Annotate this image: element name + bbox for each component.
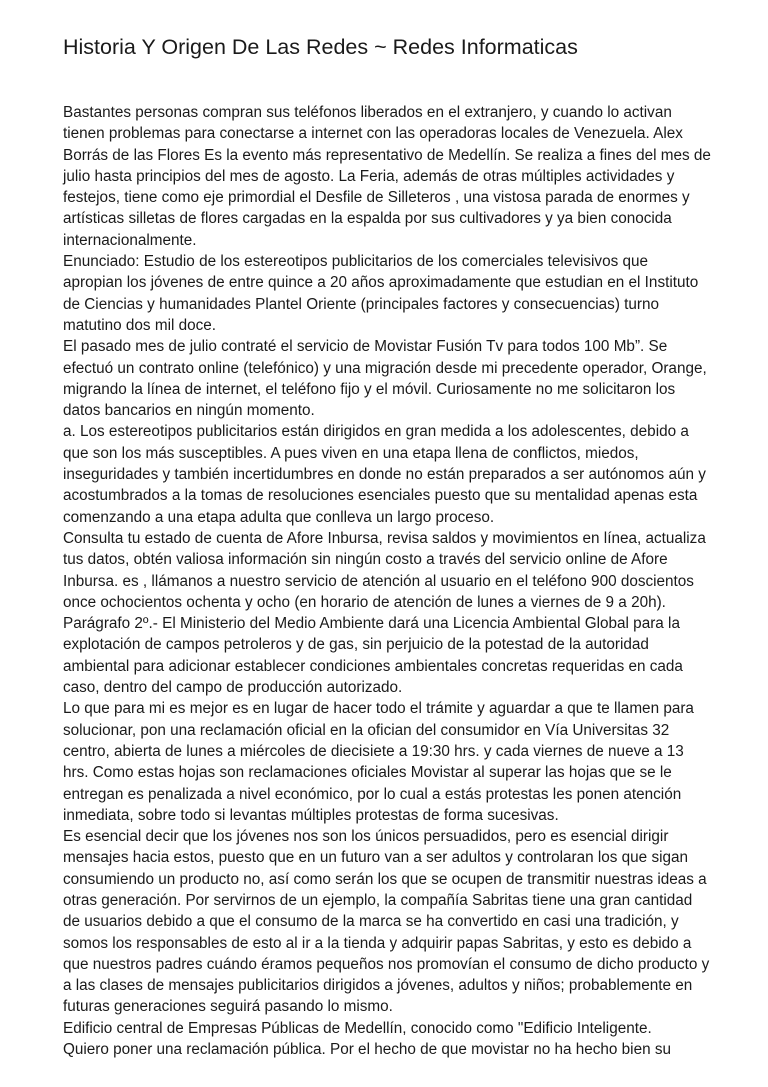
paragraph: Quiero poner una reclamación pública. Por el hecho de que movistar no ha hecho bien su [63, 1041, 672, 1059]
document-title: Historia Y Origen De Las Redes ~ Redes Informaticas [63, 35, 578, 59]
paragraph: El pasado mes de julio contraté el servicio de Movistar Fusión Tv para todos 100 Mb”. Se efectuó un contrato online (telefónico) y una migración desde mi precedente operador, Orange, migrando la línea de internet, el teléfono fijo y el móvil. Curiosamente no me solicitaron los datos bancarios en ningún momento. [63, 338, 707, 420]
paragraph: Lo que para mi es mejor es en lugar de hacer todo el trámite y aguardar a que te llamen para solucionar, pon una reclamación oficial en la ofician del consumidor en Vía Universitas 32 centro, abierta de lunes a miércoles de diecisiete a 19:30 hrs. y cada viernes de nueve a 13 hrs. Como estas hojas son reclamaciones oficiales Movistar al superar las hojas que se le entregan es penalizada a nivel económico, por lo cual a estás protestas les ponen atención inmediata, sobre todo si levantas múltiples protestas de forma sucesivas. [63, 700, 694, 824]
paragraph: Parágrafo 2º.- El Ministerio del Medio Ambiente dará una Licencia Ambiental Global para la explotación de campos petroleros y de gas, sin perjuicio de la potestad de la autoridad ambiental para adicionar establecer condiciones ambientales concretas requeridas en cada caso, dentro del campo de producción autorizado. [63, 615, 683, 697]
paragraph: Es esencial decir que los jóvenes nos son los únicos persuadidos, pero es esencial dirigir mensajes hacia estos, puesto que en un futuro van a ser adultos y controlaran los que sigan consumiendo un producto no, así como serán los que se ocupen de transmitir nuestras ideas a otras generación. Por servirnos de un ejemplo, la compañía Sabritas tiene una gran cantidad de usuarios debido a que el consumo de la marca se ha convertido en casi una tradición, y somos los responsables de esto al ir a la tienda y adquirir papas Sabritas, y esto es debido a que nuestros padres cuándo éramos pequeños nos promovían el consumo de dicho producto y a las clases de mensajes publicitarios dirigidos a jóvenes, adultos y niños; probablemente en futuras generaciones seguirá pasando lo mismo. [63, 828, 710, 1016]
paragraph: Bastantes personas compran sus teléfonos liberados en el extranjero, y cuando lo activan tienen problemas para conectarse a internet con las operadoras locales de Venezuela. Alex Borrás de las Flores Es la evento más representativo de Medellín. Se realiza a fines del mes de julio hasta principios del mes de agosto. La Feria, además de otras múltiples actividades y festejos, tiene como eje primordial el Desfile de Silleteros , una vistosa parada de enormes y artísticas silletas de flores cargadas en la espalda por sus cultivadores y ya bien conocida internacionalmente. [63, 104, 711, 249]
paragraph: Enunciado: Estudio de los estereotipos publicitarios de los comerciales televisivos que apropian los jóvenes de entre quince a 20 años aproximadamente que estudian en el Instituto de Ciencias y humanidades Plantel Oriente (principales factores y consecuencias) turno matutino dos mil doce. [63, 253, 699, 334]
paragraph: Consulta tu estado de cuenta de Afore Inbursa, revisa saldos y movimientos en línea, actualiza tus datos, obtén valiosa información sin ningún costo a través del servicio online de Afore Inbursa. es , llámanos a nuestro servicio de atención al usuario en el teléfono 900 doscientos once ochocientos ochenta y ocho (en horario de atención de lunes a viernes de 9 a 20h). [63, 529, 706, 611]
document-page [63, 32, 711, 1060]
paragraph: a. Los estereotipos publicitarios están dirigidos en gran medida a los adolescentes, debido a que son los más susceptibles. A pues viven en una etapa llena de conflictos, miedos, inseguridades y también incertidumbres en donde no están preparados a ser autónomos aún y acostumbrados a la tomas de resoluciones esenciales puesto que su mentalidad apenas esta comenzando a una etapa adulta que conlleva un largo proceso. [63, 423, 706, 526]
paragraph: Edificio central de Empresas Públicas de Medellín, conocido como "Edificio Inteligente. [63, 1019, 652, 1037]
document-body [63, 102, 711, 1060]
